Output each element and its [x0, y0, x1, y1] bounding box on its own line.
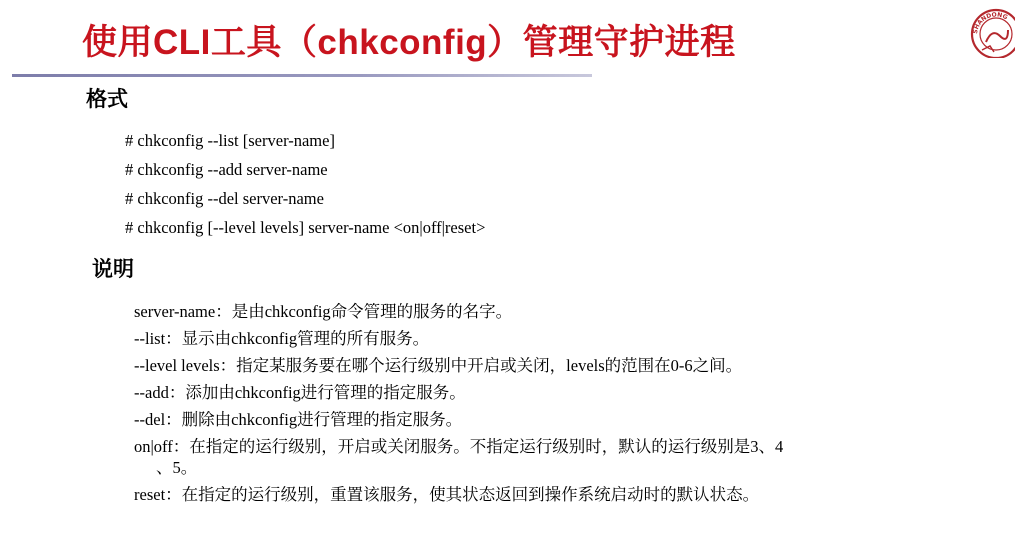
- command-list: [125, 126, 485, 242]
- description-item: --level levels：指定某服务要在哪个运行级别中开启或关闭，levels的范围在0-6之间。: [134, 356, 743, 375]
- command-line: # chkconfig --list [server-name]: [125, 131, 335, 150]
- description-item: --del：删除由chkconfig进行管理的指定服务。: [134, 410, 463, 429]
- command-line: # chkconfig --del server-name: [125, 189, 324, 208]
- description-item: reset：在指定的运行级别，重置该服务，使其状态返回到操作系统启动时的默认状态。: [134, 485, 760, 504]
- slide-title: 使用CLI工具（chkconfig）管理守护进程: [82, 23, 736, 62]
- command-line: # chkconfig --add server-name: [125, 160, 328, 179]
- onoff-line-1: on|off：在指定的运行级别，开启或关闭服务。不指定运行级别时，默认的运行级别是3、4: [134, 437, 784, 456]
- description-list: [134, 298, 974, 508]
- description-item: --list：显示由chkconfig管理的所有服务。: [134, 329, 430, 348]
- description-item: server-name：是由chkconfig命令管理的服务的名字。: [134, 302, 513, 321]
- description-item: --add：添加由chkconfig进行管理的指定服务。: [134, 383, 466, 402]
- title-underline: [12, 74, 592, 77]
- seal-text: SHANDONG: [971, 11, 1009, 35]
- university-seal-icon: [968, 6, 1015, 58]
- svg-text:SHANDONG: [972, 11, 1009, 34]
- onoff-line-2: 、5。: [156, 458, 198, 477]
- command-line: # chkconfig [--level levels] server-name <on|off|reset>: [125, 218, 486, 237]
- description-heading: 说明: [92, 258, 134, 281]
- description-item-onoff: [134, 433, 974, 481]
- format-heading: 格式: [86, 88, 128, 111]
